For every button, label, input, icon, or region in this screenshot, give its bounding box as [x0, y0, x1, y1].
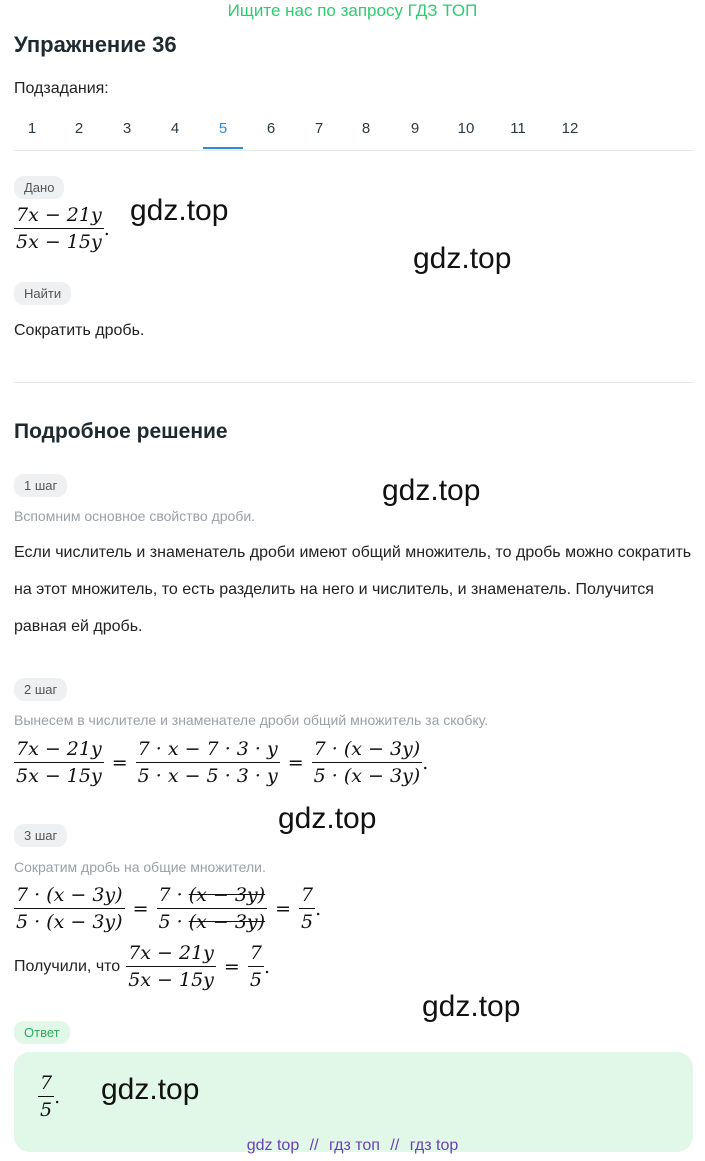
denominator: 5: [301, 911, 314, 933]
section-divider: [14, 382, 694, 383]
fraction: [299, 884, 315, 933]
given-chip: Дано: [14, 176, 64, 199]
bottom-link[interactable]: гдз top: [409, 1137, 459, 1154]
denominator: 5: [40, 1099, 53, 1121]
solution-title: Подробное решение: [14, 420, 228, 443]
answer-chip-wrap: [14, 1021, 70, 1044]
numerator: 7: [38, 1072, 54, 1097]
tab-12[interactable]: 12: [561, 120, 579, 137]
watermark: gdz.top: [413, 242, 512, 275]
period: .: [422, 751, 429, 774]
period: .: [315, 897, 322, 920]
denominator: 5x − 15y: [128, 969, 214, 991]
step1-hint: Вспомним основное свойство дроби.: [14, 508, 256, 524]
tab-2[interactable]: 2: [74, 120, 84, 137]
step3-hint: Сократим дробь на общие множители.: [14, 859, 266, 875]
denominator: 5 · (x − 3y): [16, 911, 123, 933]
bottom-links: [0, 1137, 705, 1155]
step2-chip-wrap: [14, 678, 67, 701]
step2-hint: Вынесем в числителе и знаменателе дроби общий множитель за скобку.: [14, 712, 489, 728]
step1-chip-wrap: [14, 474, 67, 497]
given-chip-wrap: [14, 176, 64, 199]
equals-sign: =: [223, 955, 240, 978]
numerator: [157, 884, 268, 909]
tab-3[interactable]: 3: [122, 120, 132, 137]
answer-chip: Ответ: [14, 1021, 70, 1044]
watermark: gdz.top: [382, 474, 481, 507]
tab-1[interactable]: 1: [27, 120, 37, 137]
fraction: [38, 1072, 54, 1121]
given-fraction: [14, 204, 110, 253]
tab-4[interactable]: 4: [170, 120, 180, 137]
cancelled-factor: (x − 3y): [188, 884, 266, 906]
page-title: Упражнение 36: [14, 32, 177, 57]
equals-sign: =: [111, 751, 128, 774]
fraction: [126, 942, 216, 991]
fraction: [14, 204, 104, 253]
numerator: 7: [299, 884, 315, 909]
denominator: 5 · x − 5 · 3 · y: [137, 765, 278, 787]
bottom-link[interactable]: gdz top: [246, 1137, 300, 1154]
watermark: gdz.top: [422, 990, 521, 1023]
numerator: 7x − 21y: [14, 204, 104, 229]
result-line: [14, 942, 270, 991]
tab-9[interactable]: 9: [410, 120, 420, 137]
denominator: 5x − 15y: [16, 231, 102, 253]
link-separator: //: [309, 1137, 319, 1154]
bottom-link[interactable]: гдз топ: [329, 1137, 380, 1154]
step3-chip-wrap: [14, 824, 67, 847]
tab-11[interactable]: 11: [510, 120, 526, 137]
step3-chip: 3 шаг: [14, 824, 67, 847]
tab-10[interactable]: 10: [457, 120, 475, 137]
numerator: 7 · x − 7 · 3 · y: [136, 738, 280, 763]
tab-6[interactable]: 6: [266, 120, 276, 137]
numerator: 7 · (x − 3y): [312, 738, 423, 763]
numerator: 7x − 21y: [126, 942, 216, 967]
tab-8[interactable]: 8: [361, 120, 371, 137]
active-tab-indicator: [203, 147, 243, 149]
denominator: [157, 909, 268, 933]
step2-chip: 2 шаг: [14, 678, 67, 701]
find-chip: Найти: [14, 282, 71, 305]
equals-sign: =: [275, 897, 292, 920]
step2-equation: [14, 738, 428, 787]
result-text: Получили, что: [14, 957, 121, 975]
find-text: Сократить дробь.: [14, 322, 145, 339]
numerator: 7: [248, 942, 264, 967]
watermark: gdz.top: [130, 194, 229, 227]
numerator-factor: 7 ·: [158, 884, 189, 906]
denominator: 5: [249, 969, 262, 991]
fraction: [14, 884, 125, 933]
subtasks-label: Подзадания:: [14, 80, 109, 97]
answer-fraction: [38, 1072, 60, 1121]
equals-sign: =: [132, 897, 149, 920]
denominator-factor: 5 ·: [158, 911, 189, 933]
numerator: 7 · (x − 3y): [14, 884, 125, 909]
period: .: [263, 955, 270, 978]
fraction: [312, 738, 423, 787]
link-separator: //: [390, 1137, 400, 1154]
step1-text: Если числитель и знаменатель дроби имеют общий множитель, то дробь можно сократить на этот множитель, то есть разделить на него и числитель, и знаменатель. Получится равная ей дробь.: [14, 544, 692, 635]
fraction: [136, 738, 280, 787]
tab-5[interactable]: 5: [218, 120, 228, 137]
watermark: gdz.top: [278, 802, 377, 835]
top-banner: Ищите нас по запросу ГДЗ ТОП: [227, 1, 478, 20]
cancelled-factor: (x − 3y): [188, 911, 266, 933]
numerator: 7x − 21y: [14, 738, 104, 763]
fraction: [248, 942, 264, 991]
period: .: [103, 217, 110, 240]
fraction: [157, 884, 268, 933]
fraction: [14, 738, 104, 787]
tab-7[interactable]: 7: [314, 120, 324, 137]
denominator: 5x − 15y: [16, 765, 102, 787]
denominator: 5 · (x − 3y): [313, 765, 421, 787]
equals-sign: =: [287, 751, 304, 774]
watermark: gdz.top: [101, 1073, 200, 1106]
period: .: [54, 1085, 61, 1108]
result-equation: [126, 942, 270, 991]
step3-equation: [14, 884, 321, 933]
subtask-tabs: [14, 110, 694, 151]
find-chip-wrap: [14, 282, 71, 305]
step1-chip: 1 шаг: [14, 474, 67, 497]
